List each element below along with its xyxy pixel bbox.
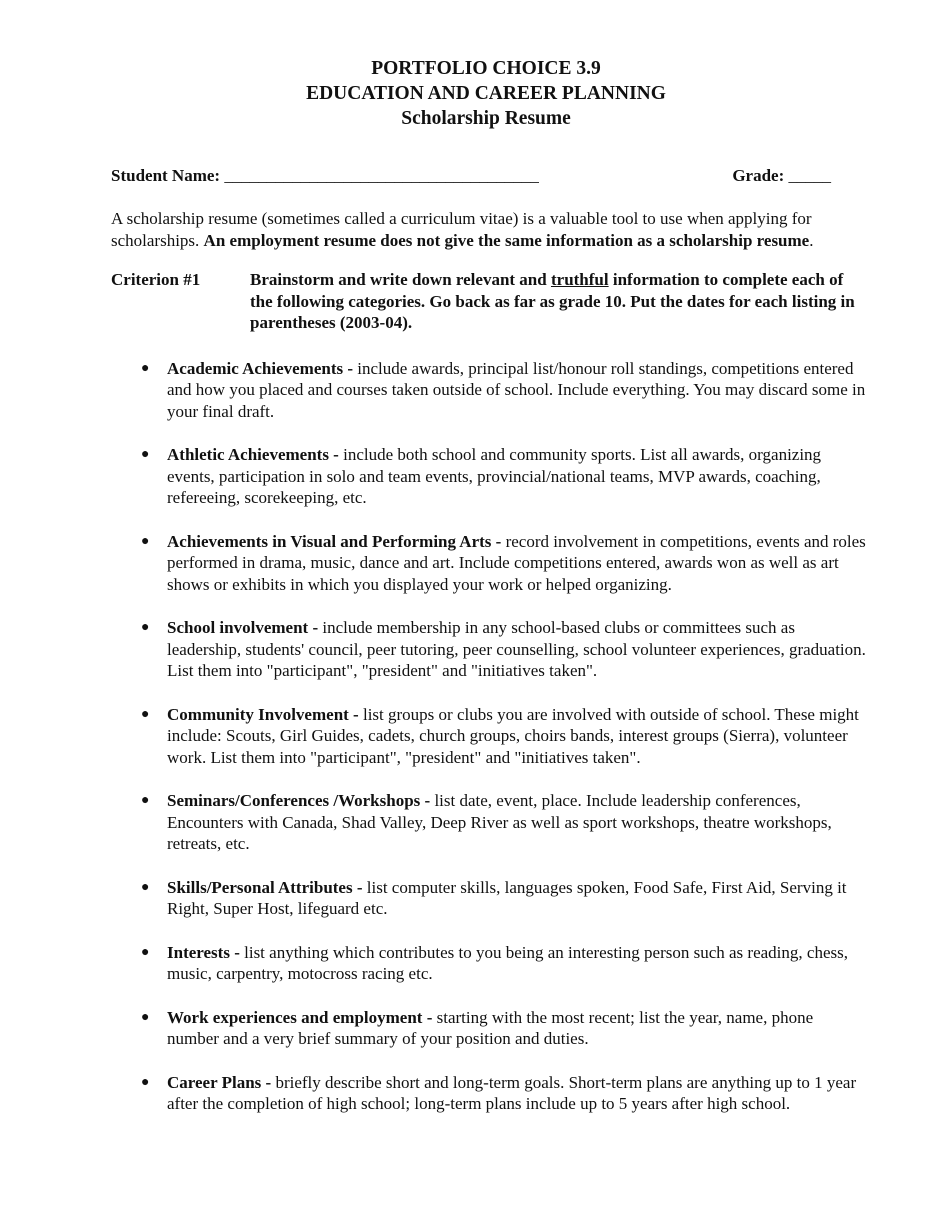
intro-paragraph <box>111 208 863 251</box>
category-description: include awards, principal list/honour roll standings, competitions entered and how you placed and courses taken outside of school. Include everything. You may discard some in your final draft. <box>167 358 866 421</box>
bullet-icon: ● <box>141 620 150 635</box>
category-description: list computer skills, languages spoken, Food Safe, First Aid, Serving it Right, Super Host, lifeguard etc. <box>167 877 847 918</box>
category-description: record involvement in competitions, events and roles performed in drama, music, dance and art. Include competitions entered, awards won as well as art shows or exhibits in which you displayed your work or helped organizing. <box>167 531 866 594</box>
category-title: Seminars/Conferences /Workshops - <box>167 791 431 810</box>
document-title: Scholarship Resume <box>401 108 571 129</box>
list-item <box>111 444 867 509</box>
criterion-text-before: Brainstorm and write down relevant and <box>250 270 551 289</box>
category-title: Academic Achievements - <box>167 358 354 378</box>
list-item <box>111 1007 867 1050</box>
category-description: list groups or clubs you are involved with outside of school. These might include: Scouts, Girl Guides, cadets, church groups, choirs bands, interest groups (Sierra), volunteer work. List them into "participant", "president" and "initiatives taken". <box>167 704 859 767</box>
bullet-icon: ● <box>141 533 150 549</box>
criterion-instructions <box>250 269 862 334</box>
bullet-icon: ● <box>141 944 150 960</box>
bullet-icon: ● <box>141 360 150 376</box>
list-item <box>111 531 867 596</box>
list-item <box>111 704 867 769</box>
student-name-field <box>111 165 539 187</box>
grade-blank: _____ <box>788 166 831 185</box>
student-name-blank: _____________________________________ <box>224 166 539 185</box>
student-info-row <box>111 165 831 187</box>
category-description: briefly describe short and long-term goals. Short-term plans are anything up to 1 year after the completion of high school; long-term plans include up to 5 years after high school. <box>167 1072 857 1113</box>
list-item <box>111 617 867 682</box>
intro-bold-text: An employment resume does not give the same information as a scholarship resume <box>203 230 810 250</box>
criterion-underlined-word: truthful <box>550 270 609 289</box>
bullet-icon: ● <box>141 793 150 808</box>
list-item <box>111 358 867 423</box>
category-title: Athletic Achievements - <box>167 445 339 464</box>
category-title: Work experiences and employment - <box>167 1007 433 1027</box>
criterion-block <box>111 269 865 334</box>
category-description: include membership in any school-based clubs or committees such as leadership, students' council, peer tutoring, peer counselling, school volunteer experiences, graduation. List them into "participant", "president" and "initiatives taken". <box>167 618 866 680</box>
category-description: list date, event, place. Include leadership conferences, Encounters with Canada, Shad Valley, Deep River as well as sport workshops, theatre workshops, retreats, etc. <box>167 791 832 853</box>
list-item <box>111 877 867 920</box>
grade-field <box>732 165 831 187</box>
document-header <box>111 56 861 131</box>
category-title: Community Involvement - <box>167 704 359 724</box>
bullet-icon: ● <box>141 706 150 722</box>
course-title: EDUCATION AND CAREER PLANNING <box>306 83 666 104</box>
category-description: starting with the most recent; list the year, name, phone number and a very brief summary of your position and duties. <box>167 1007 814 1048</box>
category-list <box>111 358 865 1115</box>
list-item <box>111 790 867 855</box>
criterion-text-after: information to complete each of the following categories. Go back as far as grade 10. Put the dates for each listing in parentheses (2003-04). <box>250 270 855 332</box>
category-title: School involvement - <box>167 618 319 637</box>
list-item <box>111 942 867 985</box>
intro-text: A scholarship resume (sometimes called a curriculum vitae) is a valuable tool to use when applying for scholarships. <box>111 209 812 250</box>
category-title: Skills/Personal Attributes - <box>167 877 363 897</box>
category-title: Interests - <box>167 942 240 962</box>
intro-end: . <box>809 230 814 250</box>
bullet-icon: ● <box>141 447 150 462</box>
category-description: include both school and community sports. List all awards, organizing events, participation in solo and team events, provincial/national teams, MVP awards, coaching, refereeing, scorekeeping, etc. <box>167 445 822 507</box>
category-title: Career Plans - <box>167 1072 272 1092</box>
category-description: list anything which contributes to you being an interesting person such as reading, chess, music, carpentry, motocross racing etc. <box>167 942 848 983</box>
bullet-icon: ● <box>141 1009 150 1025</box>
portfolio-title: PORTFOLIO CHOICE 3.9 <box>371 58 601 79</box>
student-name-label: Student Name: <box>111 166 221 185</box>
category-title: Achievements in Visual and Performing Arts - <box>167 531 502 551</box>
bullet-icon: ● <box>141 1074 150 1090</box>
list-item <box>111 1072 867 1115</box>
bullet-icon: ● <box>141 879 150 895</box>
grade-label: Grade: <box>732 166 785 185</box>
criterion-label: Criterion #1 <box>111 270 201 289</box>
